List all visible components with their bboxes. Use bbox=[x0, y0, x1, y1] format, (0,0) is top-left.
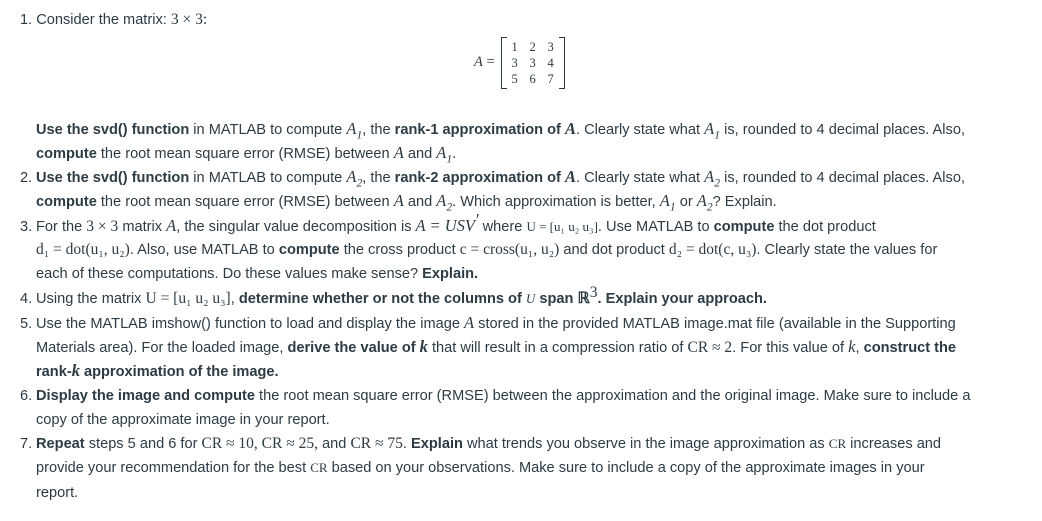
question-5-line-1: 5. Use the MATLAB imshow() function to load and display the image A stored in the provided MATLAB image.mat file (available in the Supporting bbox=[20, 313, 956, 332]
question-7-line-1: 7. Repeat steps 5 and 6 for CR ≈ 10, CR ≈ 25, and CR ≈ 75. Explain what trends you observe in the image approximation as CR increases and bbox=[20, 435, 942, 452]
right-bracket bbox=[559, 37, 565, 89]
question-3-line-3: each of these computations. Do these values make sense? Explain. bbox=[36, 266, 479, 282]
matrix-cell: 6 bbox=[529, 71, 536, 86]
matrix-cell: 5 bbox=[511, 71, 518, 86]
question-4-line-1: 4. Using the matrix U = [u₁ u₂ u₃], determine whether or not the columns of U span ℝ$^3$. Explain your approach. bbox=[20, 284, 767, 307]
question-7-line-2: provide your recommendation for the best CR based on your observations. Make sure to include a copy of the approximate images in your bbox=[36, 460, 925, 476]
question-6-line-1: 6. Display the image and compute the root mean square error (RMSE) between the approximation and the original image. Make sure to include a bbox=[20, 388, 971, 404]
question-3-line-2: d₁ = dot(u₁, u₂). Also, use MATLAB to compute the cross product c = cross(u₁, u₂) and dot product d₂ = dot(c, u₃). Clearly state the values for bbox=[36, 241, 938, 258]
matrix-cell: 3 bbox=[511, 55, 518, 70]
question-1-line-2: compute the root mean square error (RMSE) between A and $A_1$. bbox=[36, 143, 457, 166]
matrix-cell: 3 bbox=[547, 39, 554, 54]
question-5-line-3: rank-k approximation of the image. bbox=[36, 361, 279, 380]
question-1-header bbox=[20, 8, 1032, 32]
matrix-label: A = bbox=[474, 54, 495, 70]
header-text: Consider the matrix: bbox=[36, 12, 167, 28]
matrix-a bbox=[474, 35, 565, 90]
question-5-line-2: Materials area). For the loaded image, derive the value of k that will result in a compression ratio of CR ≈ 2. For this value of k, construct the bbox=[36, 337, 957, 356]
header-dims: 3 × 3: bbox=[170, 11, 208, 28]
question-6-line-2: copy of the approximate image in your report. bbox=[36, 412, 330, 428]
question-3-line-1: 3. For the 3 × 3 matrix A, the singular value decomposition is A = USV′ where U = [u₁ u₂ u₃]. Use MATLAB to compute the dot product bbox=[20, 210, 876, 235]
matrix-cell: 2 bbox=[529, 39, 536, 54]
question-2-line-1: 2. Use the svd() function in MATLAB to compute $A_2$, the rank-2 approximation of A. Clearly state what $A_2$ is, rounded to 4 decimal places. Also, bbox=[20, 167, 966, 190]
matrix-grid bbox=[507, 39, 559, 87]
matrix-cell: 4 bbox=[547, 55, 554, 70]
item-number: 1. bbox=[20, 12, 33, 28]
matrix-cell: 7 bbox=[547, 71, 554, 86]
question-1-line-1: Use the svd() function in MATLAB to compute $A_1$, the rank-1 approximation of A. Clearly state what $A_1$ is, rounded to 4 decimal places. Also, bbox=[36, 119, 966, 142]
matrix-cell: 1 bbox=[511, 39, 518, 54]
symbol-a1: $A_1$ bbox=[346, 119, 363, 142]
question-2-line-2: compute the root mean square error (RMSE) between A and $A_2$. Which approximation is better, $A_1$ or $A_2$? Explain. bbox=[36, 191, 777, 214]
question-7-line-3: report. bbox=[36, 485, 79, 501]
matrix-cell: 3 bbox=[529, 55, 536, 70]
